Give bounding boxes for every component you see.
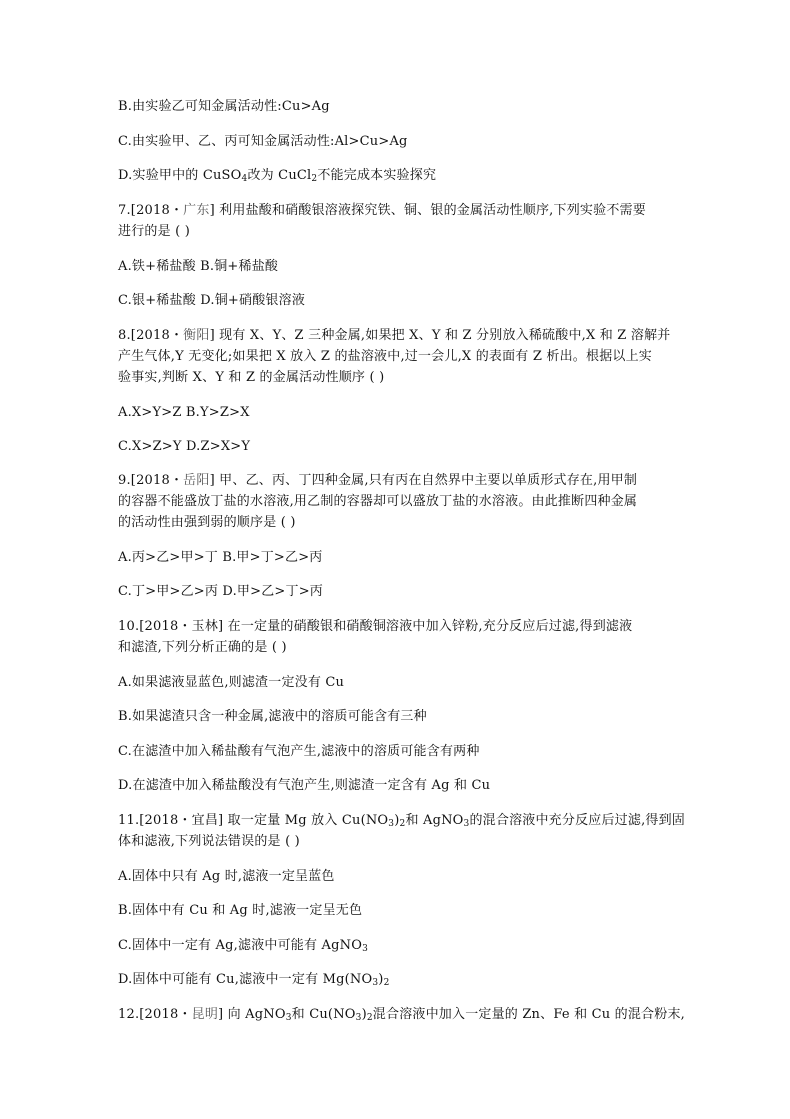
q10-option-c: C.在滤渣中加入稀盐酸有气泡产生,滤液中的溶质可能含有两种 — [118, 744, 480, 759]
q7-options-ab: A.铁+稀盐酸 B.铜+稀盐酸 — [118, 259, 279, 274]
q9-options-ab: A.丙>乙>甲>丁 B.甲>丁>乙>丙 — [118, 550, 323, 565]
q11-option-b: B.固体中有 Cu 和 Ag 时,滤液一定呈无色 — [118, 903, 363, 918]
q7-options-cd: C.银+稀盐酸 D.铜+硝酸银溶液 — [118, 293, 306, 308]
q8-stem-line2: 产生气体,Y 无变化;如果把 X 放入 Z 的盐溶液中,过一会儿,X 的表面有 Z 析出。根据以上实 — [118, 349, 652, 364]
q8-options-ab: A.X>Y>Z B.Y>Z>X — [118, 405, 250, 420]
q8-stem-line3: 验事实,判断 X、Y 和 Z 的金属活动性顺序 ( ) — [118, 370, 385, 385]
q11-option-c: C.固体中一定有 Ag,滤液中可能有 AgNO$_3$ — [118, 938, 369, 954]
q9-options-cd: C.丁>甲>乙>丙 D.甲>乙>丁>丙 — [118, 584, 323, 599]
q10-stem-line2: 和滤渣,下列分析正确的是 ( ) — [118, 640, 287, 655]
q10-option-b: B.如果滤渣只含一种金属,滤液中的溶质可能含有三种 — [118, 709, 427, 724]
q8-options-cd: C.X>Z>Y D.Z>X>Y — [118, 439, 251, 454]
q11-option-a: A.固体中只有 Ag 时,滤液一定呈蓝色 — [118, 869, 335, 884]
q10-stem-line1: 10.[2018・玉林] 在一定量的硝酸银和硝酸铜溶液中加入锌粉,充分反应后过滤,得到滤液 — [118, 619, 633, 634]
q6-option-b: B.由实验乙可知金属活动性:Cu>Ag — [118, 99, 330, 114]
q10-option-a: A.如果滤液显蓝色,则滤渣一定没有 Cu — [118, 675, 345, 690]
q6-option-d: D.实验甲中的 CuSO$_4$改为 CuCl$_2$不能完成本实验探究 — [118, 168, 437, 184]
q6-option-c: C.由实验甲、乙、丙可知金属活动性:Al>Cu>Ag — [118, 134, 408, 149]
q10-option-d: D.在滤渣中加入稀盐酸没有气泡产生,则滤渣一定含有 Ag 和 Cu — [118, 778, 491, 793]
q9-stem-line3: 的活动性由强到弱的顺序是 ( ) — [118, 515, 296, 530]
q11-stem-line1: 11.[2018・宜昌] 取一定量 Mg 放入 $Cu(NO_3)_2$和 AgNO$_3$的混合溶液中充分反应后过滤,得到固 — [118, 813, 686, 829]
q7-stem-line1: 7.[2018・广东] 利用盐酸和硝酸银溶液探究铁、铜、银的金属活动性顺序,下列实验不需要 — [118, 203, 646, 218]
q11-option-d: D.固体中可能有 Cu,滤液中一定有 $Mg(NO_3)_2$ — [118, 972, 390, 988]
q7-stem-line2: 进行的是 ( ) — [118, 224, 191, 239]
q12-stem-line1: 12.[2018・昆明] 向 AgNO$_3$和 $Cu(NO_3)_2$混合溶液中加入一定量的 Zn、Fe 和 Cu 的混合粉末, — [118, 1007, 685, 1023]
q8-stem-line1: 8.[2018・衡阳] 现有 X、Y、Z 三种金属,如果把 X、Y 和 Z 分别放入稀硫酸中,X 和 Z 溶解并 — [118, 328, 671, 343]
q9-stem-line1: 9.[2018・岳阳] 甲、乙、丙、丁四种金属,只有丙在自然界中主要以单质形式存在,用甲制 — [118, 473, 638, 488]
q9-stem-line2: 的容器不能盛放丁盐的水溶液,用乙制的容器却可以盛放丁盐的水溶液。由此推断四种金属 — [118, 494, 638, 509]
q11-stem-line2: 体和滤液,下列说法错误的是 ( ) — [118, 834, 300, 849]
